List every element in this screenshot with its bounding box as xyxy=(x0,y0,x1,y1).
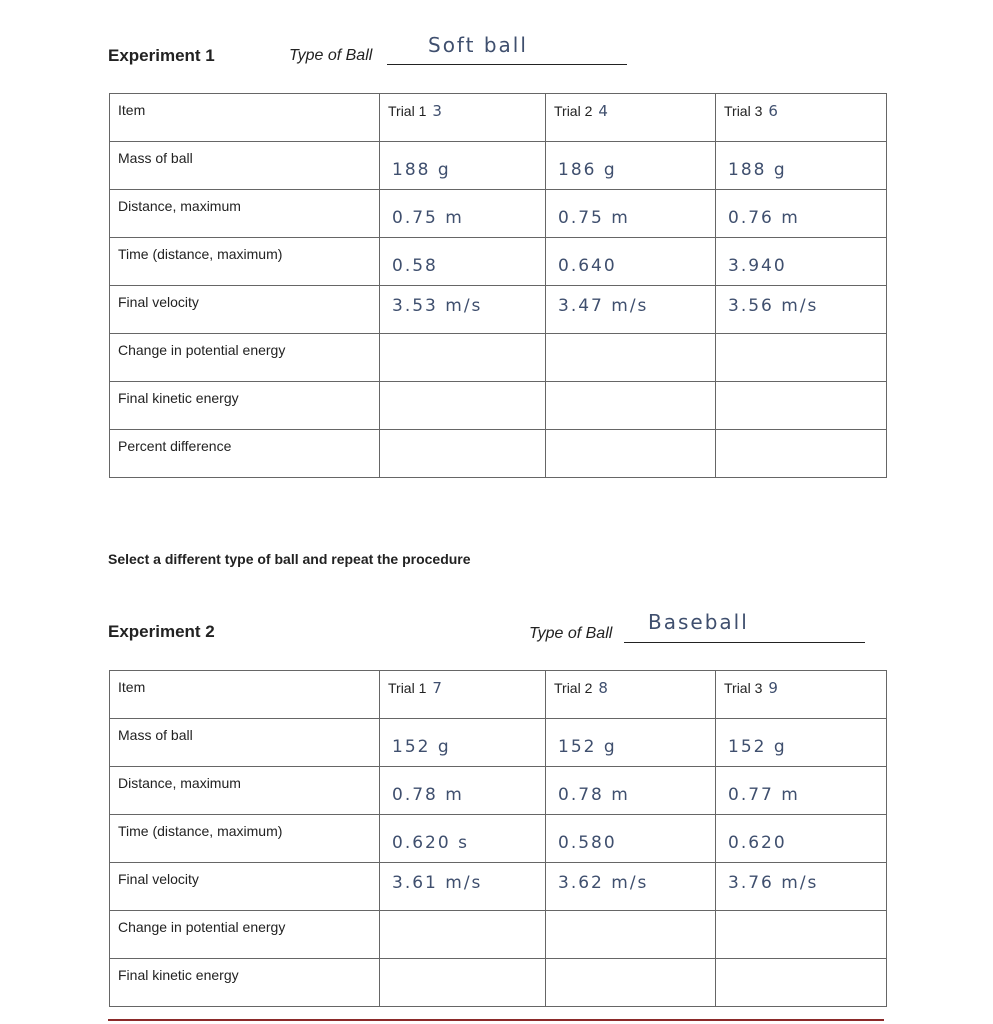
value-cell[interactable] xyxy=(546,430,716,478)
cell-value: 3.76 m/s xyxy=(728,873,819,893)
row-label: Distance, maximum xyxy=(118,775,241,791)
value-cell[interactable] xyxy=(546,959,716,1007)
header-trial-3-cell xyxy=(716,94,887,142)
value-cell[interactable] xyxy=(716,190,887,238)
value-cell[interactable] xyxy=(380,430,546,478)
table-row-distance xyxy=(110,767,887,815)
value-cell[interactable] xyxy=(716,911,887,959)
value-cell[interactable] xyxy=(380,911,546,959)
value-cell[interactable] xyxy=(716,382,887,430)
table-row-distance xyxy=(110,190,887,238)
cell-value: 0.620 s xyxy=(392,833,469,853)
cell-value: 3.56 m/s xyxy=(728,296,819,316)
cell-value: 152 g xyxy=(558,737,617,757)
value-cell[interactable] xyxy=(716,959,887,1007)
cell-value: 3.47 m/s xyxy=(558,296,649,316)
table-row-potential-energy xyxy=(110,911,887,959)
cell-value: 152 g xyxy=(728,737,787,757)
cell-value: 0.620 xyxy=(728,833,787,853)
value-cell[interactable] xyxy=(546,767,716,815)
value-cell[interactable] xyxy=(380,286,546,334)
column-header-item: Item xyxy=(118,679,146,695)
header-trial-1-cell xyxy=(380,671,546,719)
row-label: Distance, maximum xyxy=(118,198,241,214)
cell-value: 3.61 m/s xyxy=(392,873,483,893)
row-label: Time (distance, maximum) xyxy=(118,823,283,839)
table-row-percent-difference xyxy=(110,430,887,478)
row-label-cell xyxy=(110,190,380,238)
value-cell[interactable] xyxy=(716,238,887,286)
cell-value: 186 g xyxy=(558,160,617,180)
value-cell[interactable] xyxy=(546,286,716,334)
value-cell[interactable] xyxy=(380,382,546,430)
cell-value: 152 g xyxy=(392,737,451,757)
value-cell[interactable] xyxy=(546,142,716,190)
cell-value: 0.75 m xyxy=(392,208,464,228)
row-label: Final velocity xyxy=(118,871,199,887)
row-label: Mass of ball xyxy=(118,727,193,743)
row-label-cell xyxy=(110,767,380,815)
value-cell[interactable] xyxy=(380,142,546,190)
value-cell[interactable] xyxy=(716,286,887,334)
row-label: Percent difference xyxy=(118,438,232,454)
cell-value: 0.77 m xyxy=(728,785,800,805)
bottom-divider xyxy=(108,1019,884,1021)
experiment-2-ball-value[interactable]: Baseball xyxy=(648,610,749,634)
trial-2-number[interactable]: 8 xyxy=(598,679,610,697)
value-cell[interactable] xyxy=(380,959,546,1007)
header-trial-2-cell xyxy=(546,94,716,142)
value-cell[interactable] xyxy=(546,190,716,238)
cell-value: 0.640 xyxy=(558,256,617,276)
experiment-1-ball-label: Type of Ball xyxy=(289,47,373,64)
instruction-text: Select a different type of ball and repeat the procedure xyxy=(108,551,471,567)
header-item-cell xyxy=(110,94,380,142)
value-cell[interactable] xyxy=(546,719,716,767)
trial-3-number[interactable]: 9 xyxy=(768,679,780,697)
experiment-1-ball-value[interactable]: Soft ball xyxy=(428,33,528,57)
experiment-2-title: Experiment 2 xyxy=(108,622,215,641)
row-label-cell xyxy=(110,911,380,959)
value-cell[interactable] xyxy=(380,719,546,767)
trial-3-number[interactable]: 6 xyxy=(768,102,780,120)
row-label-cell xyxy=(110,238,380,286)
value-cell[interactable] xyxy=(716,815,887,863)
value-cell[interactable] xyxy=(380,815,546,863)
column-header-trial-2: Trial 2 4 xyxy=(554,102,610,120)
row-label: Final velocity xyxy=(118,294,199,310)
table-row-kinetic-energy xyxy=(110,959,887,1007)
cell-value: 3.62 m/s xyxy=(558,873,649,893)
row-label: Final kinetic energy xyxy=(118,390,239,406)
experiment-2-table xyxy=(109,670,887,1007)
value-cell[interactable] xyxy=(716,142,887,190)
row-label-cell xyxy=(110,719,380,767)
value-cell[interactable] xyxy=(716,430,887,478)
row-label: Change in potential energy xyxy=(118,342,286,358)
column-header-trial-1: Trial 1 3 xyxy=(388,102,444,120)
table-row-mass xyxy=(110,719,887,767)
header-trial-2-cell xyxy=(546,671,716,719)
row-label: Final kinetic energy xyxy=(118,967,239,983)
value-cell[interactable] xyxy=(546,382,716,430)
table-header-row xyxy=(110,94,887,142)
value-cell[interactable] xyxy=(546,911,716,959)
experiment-1-title: Experiment 1 xyxy=(108,46,215,65)
column-header-trial-2: Trial 2 8 xyxy=(554,679,610,697)
value-cell[interactable] xyxy=(716,334,887,382)
column-header-trial-1: Trial 1 7 xyxy=(388,679,444,697)
table-row-time xyxy=(110,238,887,286)
value-cell[interactable] xyxy=(546,863,716,911)
cell-value: 0.58 xyxy=(392,256,438,276)
trial-2-number[interactable]: 4 xyxy=(598,102,610,120)
header-trial-1-cell xyxy=(380,94,546,142)
value-cell[interactable] xyxy=(380,334,546,382)
table-row-mass xyxy=(110,142,887,190)
header-item-cell xyxy=(110,671,380,719)
row-label-cell xyxy=(110,863,380,911)
value-cell[interactable] xyxy=(546,815,716,863)
value-cell[interactable] xyxy=(380,190,546,238)
row-label: Change in potential energy xyxy=(118,919,286,935)
cell-value: 188 g xyxy=(728,160,787,180)
row-label-cell xyxy=(110,815,380,863)
header-trial-3-cell xyxy=(716,671,887,719)
column-header-trial-3: Trial 3 6 xyxy=(724,102,780,120)
value-cell[interactable] xyxy=(716,719,887,767)
value-cell[interactable] xyxy=(546,238,716,286)
value-cell[interactable] xyxy=(380,767,546,815)
cell-value: 0.75 m xyxy=(558,208,630,228)
table-row-velocity xyxy=(110,286,887,334)
trial-1-number[interactable]: 7 xyxy=(432,679,444,697)
table-row-potential-energy xyxy=(110,334,887,382)
cell-value: 3.53 m/s xyxy=(392,296,483,316)
value-cell[interactable] xyxy=(380,238,546,286)
row-label-cell xyxy=(110,142,380,190)
table-header-row xyxy=(110,671,887,719)
experiment-1-ball-line xyxy=(387,64,627,65)
value-cell[interactable] xyxy=(546,334,716,382)
table-row-velocity xyxy=(110,863,887,911)
table-row-kinetic-energy xyxy=(110,382,887,430)
value-cell[interactable] xyxy=(380,863,546,911)
cell-value: 0.78 m xyxy=(558,785,630,805)
row-label-cell xyxy=(110,382,380,430)
cell-value: 0.78 m xyxy=(392,785,464,805)
column-header-item: Item xyxy=(118,102,146,118)
row-label: Mass of ball xyxy=(118,150,193,166)
trial-1-number[interactable]: 3 xyxy=(432,102,444,120)
value-cell[interactable] xyxy=(716,863,887,911)
row-label-cell xyxy=(110,334,380,382)
table-row-time xyxy=(110,815,887,863)
row-label-cell xyxy=(110,286,380,334)
row-label-cell xyxy=(110,430,380,478)
row-label: Time (distance, maximum) xyxy=(118,246,283,262)
cell-value: 3.940 xyxy=(728,256,787,276)
cell-value: 188 g xyxy=(392,160,451,180)
cell-value: 0.580 xyxy=(558,833,617,853)
experiment-2-ball-label: Type of Ball xyxy=(529,625,613,642)
value-cell[interactable] xyxy=(716,767,887,815)
cell-value: 0.76 m xyxy=(728,208,800,228)
experiment-2-ball-line xyxy=(624,642,865,643)
column-header-trial-3: Trial 3 9 xyxy=(724,679,780,697)
row-label-cell xyxy=(110,959,380,1007)
experiment-1-table xyxy=(109,93,887,478)
